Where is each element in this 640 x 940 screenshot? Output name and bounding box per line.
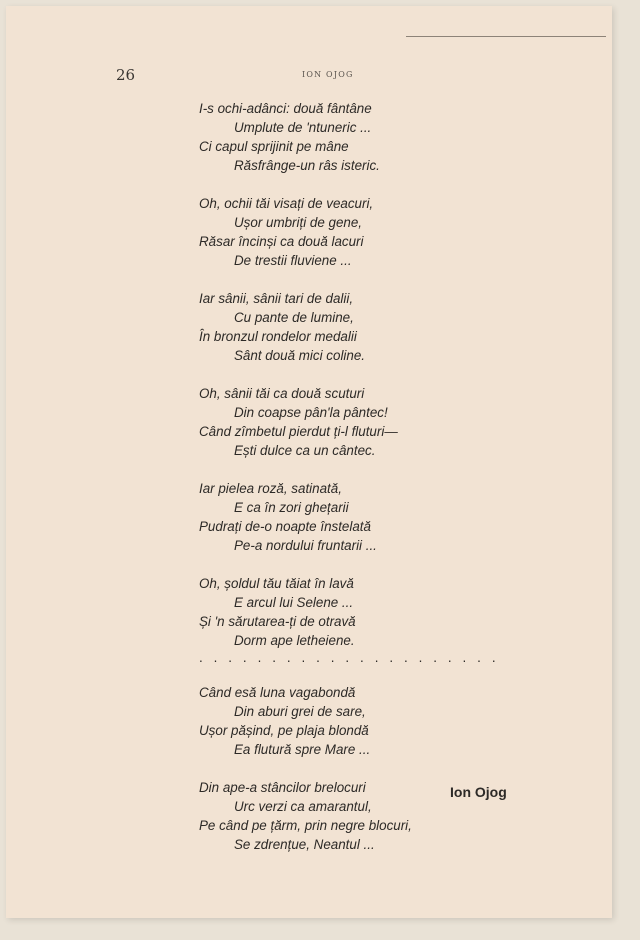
poem-line: Umplute de 'ntuneric ... [234,120,372,135]
poem-line: Ea flutură spre Mare ... [234,742,371,757]
running-head: ION OJOG [302,70,354,79]
page-number: 26 [116,66,136,84]
poem-line: Pe-a nordului fruntarii ... [234,538,377,553]
stanza-5 [199,479,529,555]
poem [199,99,529,854]
poem-line: Pudrați de-o noapte înstelată [199,519,371,534]
stanza-4 [199,384,529,460]
author-signature: Ion Ojog [450,784,507,800]
poem-line: Ești dulce ca un cântec. [234,443,376,458]
poem-line: E arcul lui Selene ... [234,595,354,610]
poem-line: Oh, ochii tăi visați de veacuri, [199,196,374,211]
poem-line: Când esă luna vagabondă [199,685,356,700]
poem-line: În bronzul rondelor medalii [199,329,357,344]
poem-line: Răsfrânge-un râs isteric. [234,158,380,173]
book-page [6,6,612,918]
poem-line: Din coapse pân'la pântec! [234,405,388,420]
poem-line: Ci capul sprijinit pe mâne [199,139,349,154]
dotted-separator: . . . . . . . . . . . . . . . . . . . . . [199,650,500,665]
stanza-6 [199,574,529,650]
poem-line: Sânt două mici coline. [234,348,366,363]
stanza-3 [199,289,529,365]
poem-line: Urc verzi ca amarantul, [234,799,372,814]
poem-line: Oh, șoldul tău tăiat în lavă [199,576,354,591]
top-rule [406,36,606,37]
poem-line: De trestii fluviene ... [234,253,352,268]
poem-line: Și 'n sărutarea-ți de otravă [199,614,356,629]
poem-line: I-s ochi-adânci: două fântâne [199,101,372,116]
poem-line: Dorm ape letheiene. [234,633,355,648]
poem-line: Iar sânii, sânii tari de dalii, [199,291,354,306]
stanza-1 [199,99,529,175]
poem-line: Iar pielea roză, satinată, [199,481,342,496]
poem-line: Oh, sânii tăi ca două scuturi [199,386,365,401]
poem-line: Se zdrențue, Neantul ... [234,837,375,852]
poem-line: Ușor pășind, pe plaja blondă [199,723,369,738]
poem-line: Pe când pe țărm, prin negre blocuri, [199,818,412,833]
stanza-7 [199,683,529,759]
poem-line: Cu pante de lumine, [234,310,354,325]
poem-line: Din aburi grei de sare, [234,704,366,719]
stanza-2 [199,194,529,270]
poem-line: Din ape-a stâncilor brelocuri [199,780,366,795]
poem-line: Răsar încinși ca două lacuri [199,234,364,249]
poem-line: E ca în zori ghețarii [234,500,349,515]
poem-line: Când zîmbetul pierdut ți-l fluturi— [199,424,398,439]
poem-line: Ușor umbriți de gene, [234,215,363,230]
